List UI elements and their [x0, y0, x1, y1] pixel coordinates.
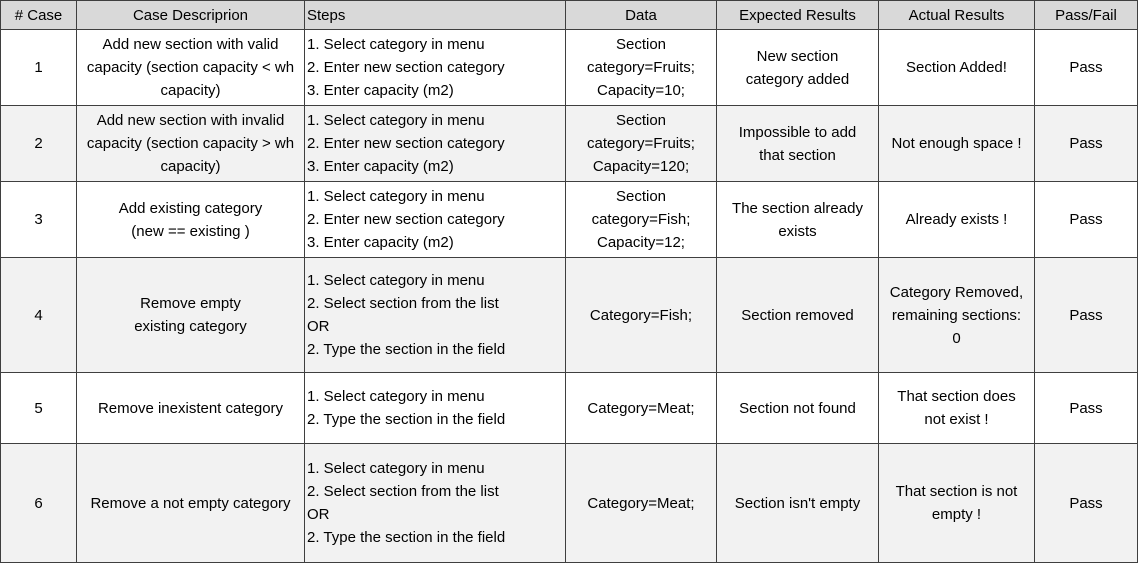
- description-line: Remove empty: [140, 295, 241, 312]
- actual-line: Not enough space !: [891, 135, 1022, 152]
- cell-actual-results: [879, 258, 1035, 373]
- expected-line: The section already: [732, 199, 863, 217]
- expected-line: category added: [745, 70, 850, 88]
- cell-actual-results: [879, 106, 1035, 182]
- cell-steps: [305, 106, 566, 182]
- cell-actual-results: [879, 444, 1035, 563]
- description-line: Remove inexistent category: [97, 399, 284, 417]
- expected-line: Section not found: [739, 399, 856, 417]
- actual-line: Section Added!: [906, 59, 1007, 76]
- header-actual-results: Actual Results: [879, 1, 1035, 30]
- cell-pass-fail: Pass: [1035, 182, 1138, 258]
- cell-pass-fail: Pass: [1035, 258, 1138, 373]
- cell-case-number: 6: [1, 444, 77, 563]
- header-steps: Steps: [305, 1, 566, 30]
- step-line: 2. Enter new section category: [307, 135, 505, 152]
- step-line: 3. Enter capacity (m2): [307, 158, 454, 175]
- description-line: (new == existing ): [131, 222, 250, 240]
- header-row: [1, 1, 1138, 30]
- cell-description: [77, 106, 305, 182]
- table-header: [1, 1, 1138, 30]
- cell-actual-results: [879, 373, 1035, 444]
- step-line: 2. Select section from the list: [307, 295, 499, 312]
- data-line: Category=Meat;: [587, 399, 695, 417]
- actual-line: not exist !: [924, 411, 989, 428]
- cell-actual-results: [879, 30, 1035, 106]
- step-line: 1. Select category in menu: [307, 112, 485, 129]
- cell-description: [77, 373, 305, 444]
- cell-steps: [305, 182, 566, 258]
- expected-line: that section: [759, 146, 836, 164]
- actual-line: That section does: [897, 388, 1016, 405]
- step-line: 1. Select category in menu: [307, 188, 485, 205]
- actual-line: remaining sections:: [891, 306, 1022, 324]
- data-line: category=Fruits;: [587, 135, 695, 152]
- actual-line: 0: [952, 329, 961, 347]
- description-line: capacity): [160, 158, 221, 175]
- cell-expected-results: [717, 182, 879, 258]
- table-row: [1, 30, 1138, 106]
- data-line: Category=Fish;: [589, 306, 693, 324]
- step-line: 3. Enter capacity (m2): [307, 82, 454, 99]
- step-line: OR: [307, 318, 330, 335]
- cell-expected-results: [717, 106, 879, 182]
- cell-steps: [305, 444, 566, 563]
- step-line: 2. Type the section in the field: [307, 411, 506, 428]
- expected-line: Impossible to add: [738, 123, 857, 141]
- description-line: existing category: [134, 318, 247, 335]
- cell-expected-results: [717, 444, 879, 563]
- data-line: Section: [615, 36, 667, 53]
- description-line: capacity (section capacity < wh: [86, 59, 295, 76]
- cell-pass-fail: Pass: [1035, 30, 1138, 106]
- step-line: 2. Enter new section category: [307, 59, 505, 76]
- header-case: # Case: [1, 1, 77, 30]
- table-row: [1, 444, 1138, 563]
- cell-data: [566, 30, 717, 106]
- cell-case-number: 4: [1, 258, 77, 373]
- step-line: 1. Select category in menu: [307, 36, 485, 53]
- cell-case-number: 1: [1, 30, 77, 106]
- step-line: 2. Select section from the list: [307, 483, 499, 500]
- step-line: 1. Select category in menu: [307, 388, 485, 405]
- cell-description: [77, 30, 305, 106]
- table-body: [1, 30, 1138, 563]
- table-row: [1, 182, 1138, 258]
- table-row: [1, 106, 1138, 182]
- cell-steps: [305, 258, 566, 373]
- data-line: category=Fish;: [591, 211, 691, 228]
- cell-actual-results: [879, 182, 1035, 258]
- expected-line: New section: [756, 47, 839, 65]
- step-line: 2. Enter new section category: [307, 211, 505, 228]
- header-pass-fail: Pass/Fail: [1035, 1, 1138, 30]
- expected-line: Section removed: [741, 306, 854, 324]
- step-line: 2. Type the section in the field: [307, 341, 506, 358]
- data-line: Capacity=120;: [592, 158, 690, 175]
- expected-line: Section isn't empty: [734, 494, 861, 512]
- data-line: Category=Meat;: [587, 494, 695, 512]
- cell-expected-results: [717, 30, 879, 106]
- actual-line: Already exists !: [905, 211, 1008, 228]
- header-data: Data: [566, 1, 717, 30]
- cell-pass-fail: Pass: [1035, 106, 1138, 182]
- step-line: 1. Select category in menu: [307, 460, 485, 477]
- description-line: Add new section with valid: [102, 36, 279, 53]
- cell-data: [566, 258, 717, 373]
- cell-description: [77, 444, 305, 563]
- data-line: category=Fruits;: [587, 59, 695, 76]
- header-expected-results: Expected Results: [717, 1, 879, 30]
- cell-case-number: 3: [1, 182, 77, 258]
- step-line: 2. Type the section in the field: [307, 529, 506, 546]
- description-line: Remove a not empty category: [90, 494, 291, 512]
- data-line: Capacity=10;: [597, 82, 685, 99]
- cell-case-number: 2: [1, 106, 77, 182]
- table-row: [1, 373, 1138, 444]
- data-line: Capacity=12;: [597, 234, 685, 251]
- description-line: Add existing category: [118, 199, 263, 217]
- cell-case-number: 5: [1, 373, 77, 444]
- actual-line: Category Removed,: [889, 283, 1024, 301]
- step-line: 1. Select category in menu: [307, 272, 485, 289]
- cell-expected-results: [717, 373, 879, 444]
- header-description: Case Descriprion: [77, 1, 305, 30]
- cell-steps: [305, 373, 566, 444]
- step-line: 3. Enter capacity (m2): [307, 234, 454, 251]
- cell-data: [566, 182, 717, 258]
- cell-description: [77, 182, 305, 258]
- expected-line: exists: [778, 222, 817, 240]
- cell-expected-results: [717, 258, 879, 373]
- cell-description: [77, 258, 305, 373]
- actual-line: empty !: [931, 506, 982, 523]
- cell-steps: [305, 30, 566, 106]
- description-line: Add new section with invalid: [96, 112, 285, 129]
- cell-data: [566, 106, 717, 182]
- description-line: capacity): [160, 82, 221, 99]
- cell-data: [566, 444, 717, 563]
- table-row: [1, 258, 1138, 373]
- step-line: OR: [307, 506, 330, 523]
- description-line: capacity (section capacity > wh: [86, 135, 295, 152]
- data-line: Section: [615, 112, 667, 129]
- data-line: Section: [615, 188, 667, 205]
- cell-pass-fail: Pass: [1035, 444, 1138, 563]
- cell-pass-fail: Pass: [1035, 373, 1138, 444]
- cell-data: [566, 373, 717, 444]
- actual-line: That section is not: [895, 483, 1018, 500]
